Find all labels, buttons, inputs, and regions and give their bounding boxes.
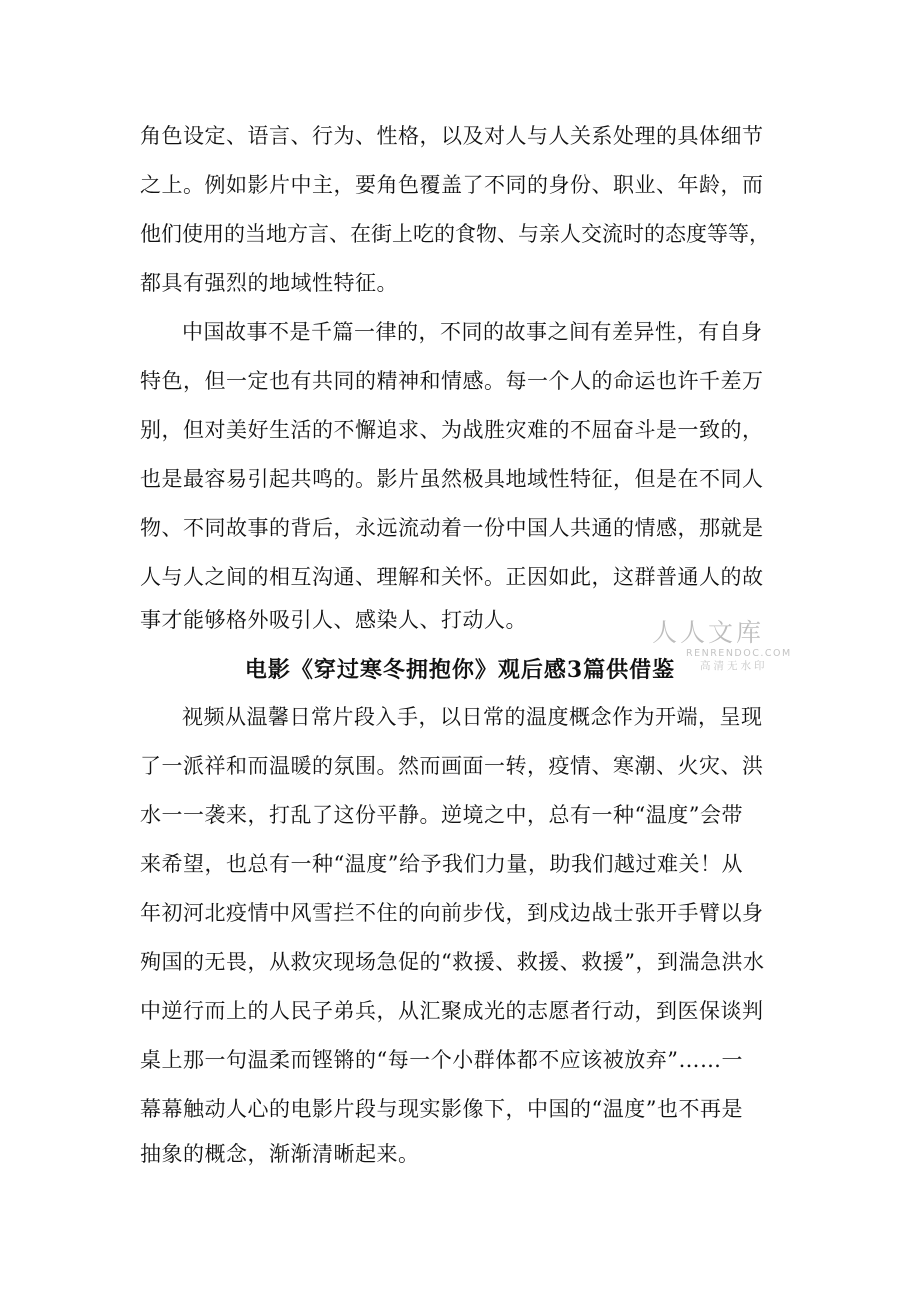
paragraph-3-line-9: 幕幕触动人心的电影片段与现实影像下，中国的“温度”也不再是	[140, 1097, 743, 1121]
paragraph-1-line-4: 都具有强烈的地域性特征。	[140, 271, 398, 295]
paragraph-3-line-6: 殉国的无畏，从救灾现场急促的“救援、救援、救援”，到湍急洪水	[140, 950, 765, 974]
watermark-sub-text: 高清无水印	[700, 660, 768, 672]
paragraph-2-line-2: 特色，但一定也有共同的精神和情感。每一个人的命运也许千差万	[140, 369, 764, 393]
paragraph-2-line-6: 人与人之间的相互沟通、理解和关怀。正因如此，这群普通人的故	[140, 565, 764, 589]
paragraph-3-line-8: 桌上那一句温柔而铿锵的“每一个小群体都不应该被放弃”……一	[140, 1048, 743, 1072]
paragraph-2-line-7: 事才能够格外吸引人、感染人、打动人。	[140, 608, 527, 632]
section-title: 电影《穿过寒冬拥抱你》观后感3篇供借鉴	[244, 657, 676, 683]
paragraph-3-line-10: 抽象的概念，渐渐清晰起来。	[140, 1142, 420, 1166]
paragraph-1-line-3: 他们使用的当地方言、在街上吃的食物、与亲人交流时的态度等等，	[140, 222, 770, 246]
paragraph-2-line-5: 物、不同故事的背后，永远流动着一份中国人共通的情感，那就是	[140, 516, 764, 540]
paragraph-3-line-7: 中逆行而上的人民子弟兵，从汇聚成光的志愿者行动，到医保谈判	[140, 999, 764, 1023]
paragraph-3-line-5: 年初河北疫情中风雪拦不住的向前步伐，到戍边战士张开手臂以身	[140, 901, 764, 925]
paragraph-2-line-1: 中国故事不是千篇一律的，不同的故事之间有差异性，有自身	[182, 320, 763, 344]
watermark-url-text: RENRENDOC.COM	[686, 648, 792, 659]
paragraph-1-line-2: 之上。例如影片中主，要角色覆盖了不同的身份、职业、年龄，而	[140, 173, 764, 197]
paragraph-3-line-2: 了一派祥和而温暖的氛围。然而画面一转，疫情、寒潮、火灾、洪	[140, 754, 764, 778]
paragraph-1-line-1: 角色设定、语言、行为、性格，以及对人与人关系处理的具体细节	[140, 124, 764, 148]
paragraph-3-line-4: 来希望，也总有一种“温度”给予我们力量，助我们越过难关！从	[140, 852, 743, 876]
paragraph-3-line-1: 视频从温馨日常片段入手，以日常的温度概念作为开端，呈现	[182, 705, 763, 729]
paragraph-3-line-3: 水一一袭来，打乱了这份平静。逆境之中，总有一种“温度”会带	[140, 803, 743, 827]
paragraph-2-line-4: 也是最容易引起共鸣的。影片虽然极具地域性特征，但是在不同人	[140, 467, 764, 491]
paragraph-2-line-3: 别，但对美好生活的不懈追求、为战胜灾难的不屈奋斗是一致的，	[140, 418, 764, 442]
watermark-main-text: 人人文库	[652, 618, 765, 647]
